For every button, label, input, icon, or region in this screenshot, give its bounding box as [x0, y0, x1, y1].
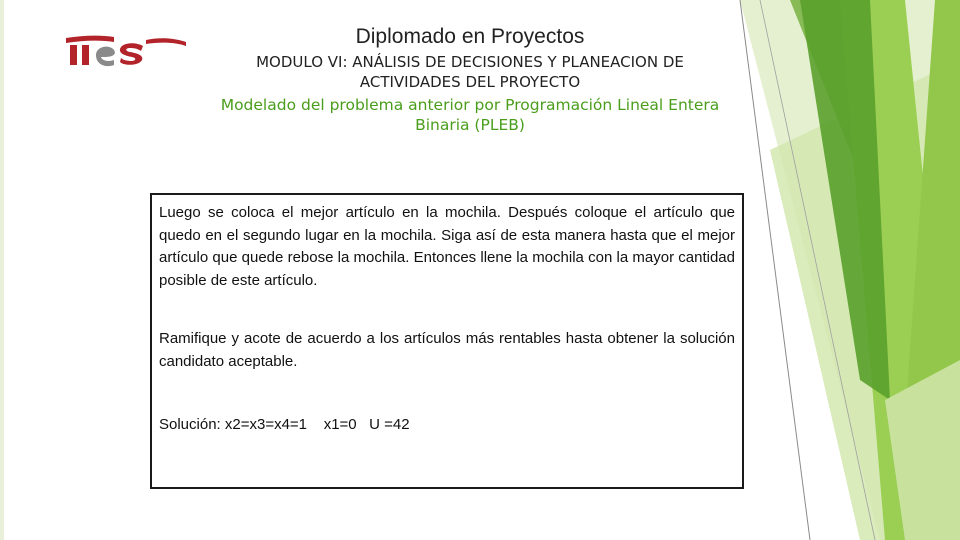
topic-subtitle: Modelado del problema anterior por Programación Lineal Entera Binaria (PLEB) — [220, 96, 720, 134]
solution-line: Solución: x2=x3=x4=1 x1=0 U =42 — [159, 416, 410, 433]
slide-title: Diplomado en Proyectos — [355, 25, 585, 48]
module-subtitle: MODULO VI: ANÁLISIS DE DECISIONES Y PLANEACION DE ACTIVIDADES DEL PROYECTO — [256, 53, 684, 91]
paragraph-placement: Luego se coloca el mejor artículo en la mochila. Después coloque el artículo que quedo en el segundo lugar en la mochila. Siga así de esta manera hasta que el mejor artículo que quede rebose la mochila. Entonces llene la mochila con la mayor cantidad posible de este artículo. — [159, 204, 735, 289]
content-box — [150, 193, 744, 489]
ies-logo — [64, 30, 188, 70]
paragraph-branch-bound: Ramifique y acote de acuerdo a los artículos más rentables hasta obtener la solución candidato aceptable. — [159, 330, 735, 370]
